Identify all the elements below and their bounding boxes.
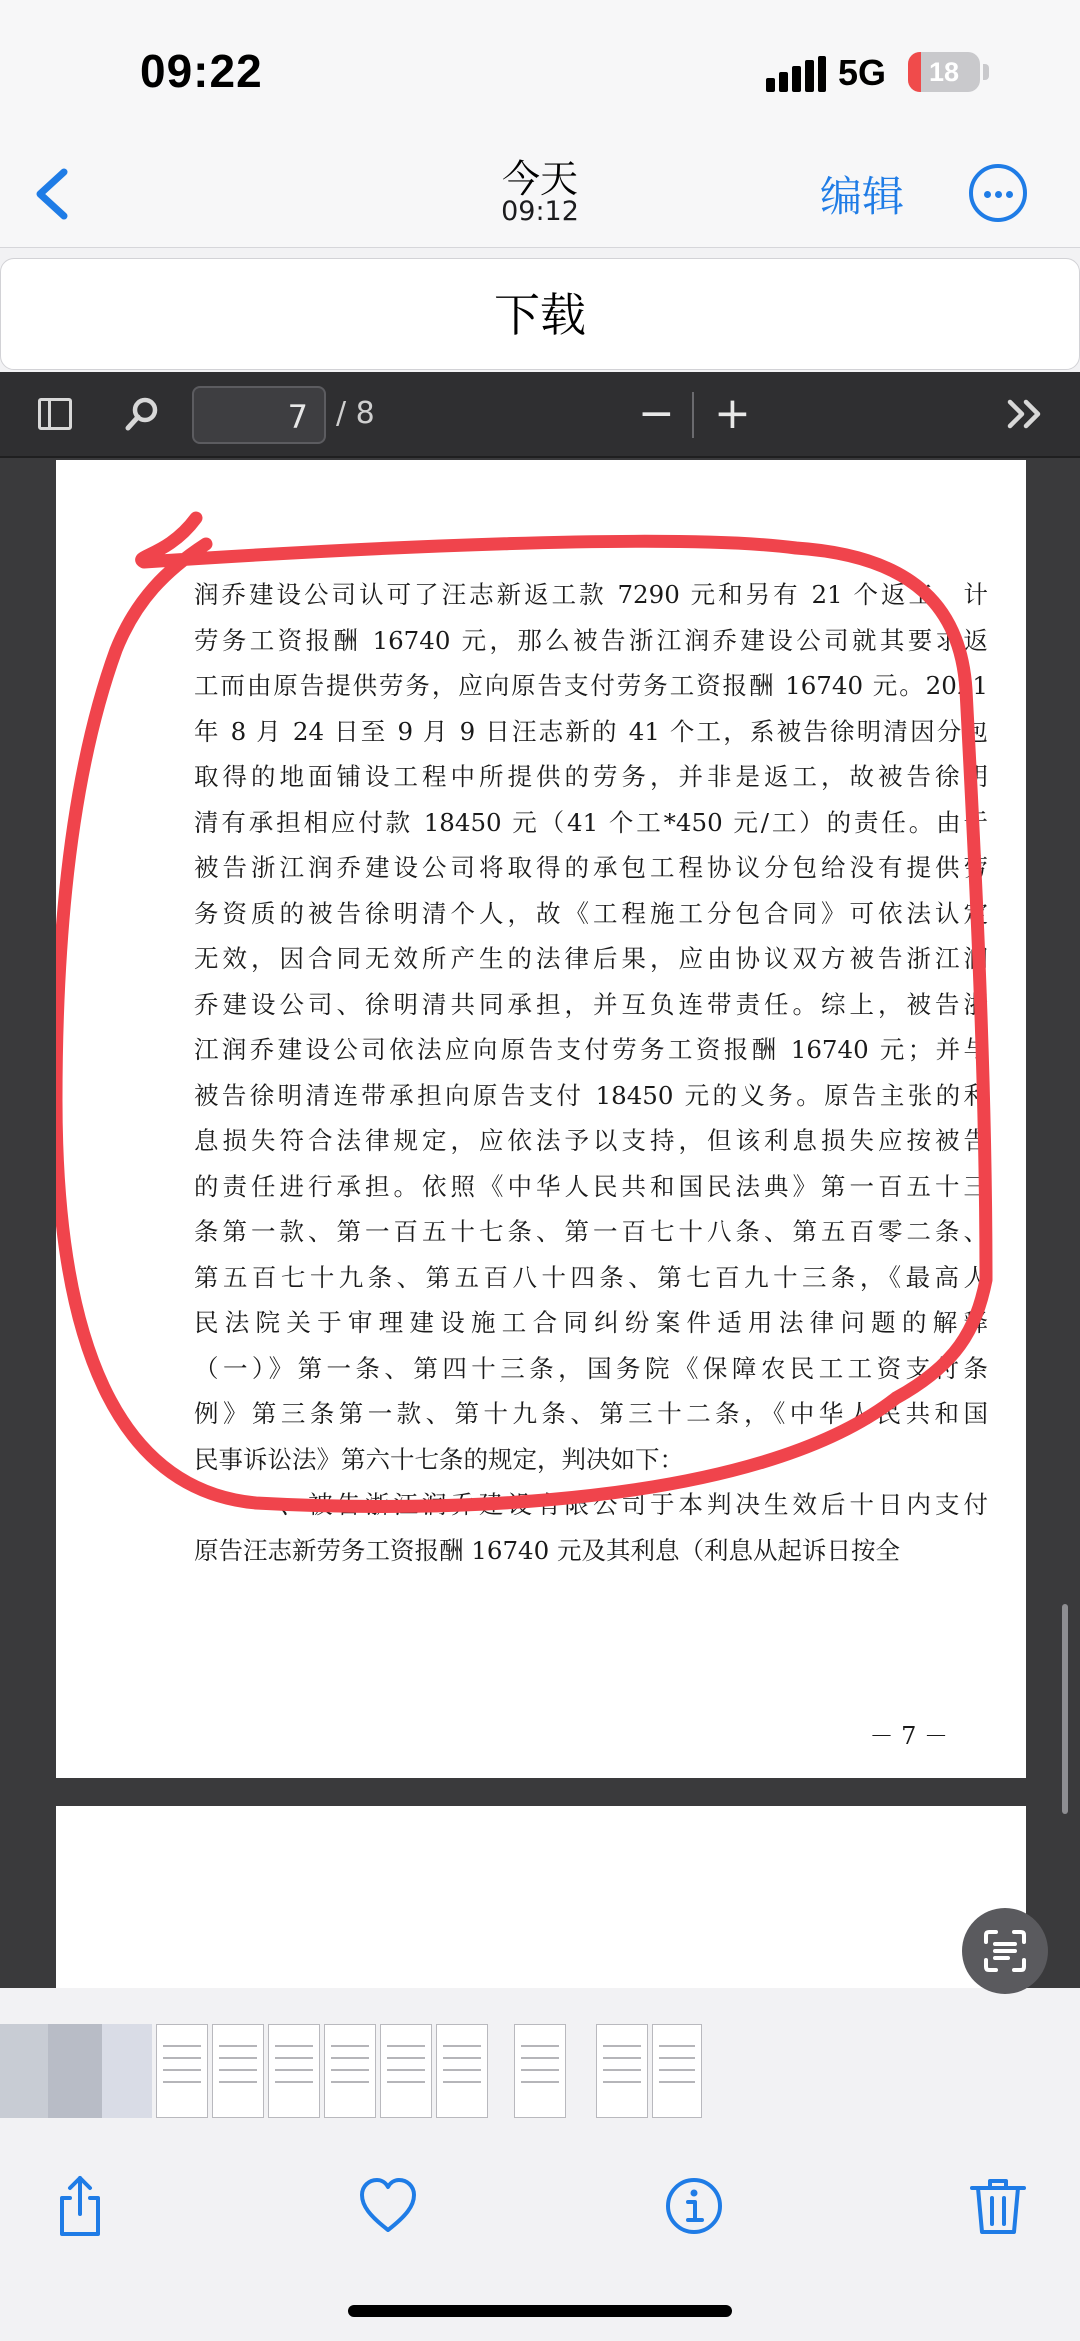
document-line: 的责任进行承担。依照《中华人民共和国民法典》第一百五十三 bbox=[194, 1171, 988, 1201]
document-thumbnail[interactable] bbox=[380, 2024, 432, 2118]
pdf-next-page bbox=[56, 1806, 1026, 1988]
thumbnail-strip[interactable] bbox=[0, 2020, 1080, 2120]
document-line: 民事诉讼法》第六十七条的规定，判决如下： bbox=[194, 1444, 684, 1474]
document-line: 务资质的被告徐明清个人，故《工程施工分包合同》可依法认定 bbox=[194, 898, 988, 928]
document-line: 江润乔建设公司依法应向原告支付劳务工资报酬 16740 元；并与 bbox=[194, 1035, 988, 1064]
live-text-button[interactable] bbox=[962, 1908, 1048, 1994]
info-icon bbox=[662, 2174, 726, 2238]
document-line: 原告汪志新劳务工资报酬 16740 元及其利息（利息从起诉日按全 bbox=[194, 1535, 901, 1565]
status-bar bbox=[0, 0, 1080, 140]
document-thumbnail[interactable] bbox=[156, 2024, 208, 2118]
toolbar-divider bbox=[692, 392, 694, 438]
battery-level: 18 bbox=[928, 57, 960, 87]
double-chevron-right-icon bbox=[1004, 392, 1048, 436]
battery-icon bbox=[908, 52, 980, 92]
photo-thumbnail[interactable] bbox=[48, 2024, 102, 2118]
pdf-toolbar bbox=[0, 372, 1080, 458]
red-markup-annotation bbox=[56, 460, 1026, 1778]
signal-strength-icon bbox=[766, 56, 826, 92]
document-line: 年 8 月 24 日至 9 月 9 日汪志新的 41 个工，系被告徐明清因分包 bbox=[194, 716, 988, 746]
page-number: － 7 － bbox=[869, 1722, 948, 1750]
pdf-viewer bbox=[0, 372, 1080, 1988]
back-button[interactable] bbox=[22, 160, 82, 228]
search-button[interactable] bbox=[122, 394, 162, 434]
document-line: 润乔建设公司认可了汪志新返工款 7290 元和另有 21 个返工，计 bbox=[194, 580, 988, 609]
zoom-in-button[interactable]: + bbox=[714, 388, 751, 439]
nav-title: 今天 bbox=[501, 157, 578, 201]
status-time: 09:22 bbox=[140, 45, 263, 97]
info-button[interactable] bbox=[662, 2174, 726, 2238]
document-thumbnail[interactable] bbox=[596, 2024, 648, 2118]
document-line: 清有承担相应付款 18450 元（41 个工*450 元/工）的责任。由于 bbox=[194, 807, 988, 837]
document-line: 第五百七十九条、第五百八十四条、第七百九十三条，《最高人 bbox=[194, 1262, 988, 1292]
document-line: 民法院关于审理建设施工合同纠纷案件适用法律问题的解释 bbox=[194, 1308, 988, 1337]
more-button[interactable] bbox=[969, 164, 1027, 222]
text-scan-icon bbox=[962, 1908, 1048, 1994]
battery-cap bbox=[983, 64, 989, 80]
document-thumbnail[interactable] bbox=[268, 2024, 320, 2118]
page-total: / 8 bbox=[336, 396, 375, 431]
scrollbar[interactable] bbox=[1062, 1604, 1068, 1814]
document-line: 被告浙江润乔建设公司将取得的承包工程协议分包给没有提供劳 bbox=[194, 853, 988, 882]
sidebar-toggle-icon[interactable] bbox=[38, 398, 72, 430]
document-line: 无效，因合同无效所产生的法律后果，应由协议双方被告浙江润 bbox=[194, 944, 988, 973]
search-icon bbox=[122, 394, 162, 434]
document-line: 乔建设公司、徐明清共同承担，并互负连带责任。综上，被告浙 bbox=[194, 989, 988, 1019]
delete-button[interactable] bbox=[966, 2174, 1030, 2238]
home-indicator bbox=[348, 2305, 732, 2317]
share-icon bbox=[48, 2174, 112, 2238]
document-line: 工而由原告提供劳务，应向原告支付劳务工资报酬 16740 元。2021 bbox=[194, 671, 988, 700]
document-thumbnail[interactable] bbox=[514, 2024, 566, 2118]
chevron-left-icon bbox=[22, 160, 82, 228]
document-line: 取得的地面铺设工程中所提供的劳务，并非是返工，故被告徐明 bbox=[194, 762, 988, 791]
document-line: 被告徐明清连带承担向原告支付 18450 元的义务。原告主张的利 bbox=[194, 1080, 988, 1110]
zoom-out-button[interactable]: − bbox=[638, 388, 675, 439]
nav-bar bbox=[0, 140, 1080, 248]
document-line: （一）》第一条、第四十三条，国务院《保障农民工工资支付条 bbox=[194, 1353, 988, 1383]
document-line: 例》第三条第一款、第十九条、第三十二条，《中华人民共和国 bbox=[194, 1399, 988, 1428]
document-line: 一、被告浙江润乔建设有限公司于本判决生效后十日内支付 bbox=[194, 1490, 988, 1519]
document-line: 息损失符合法律规定，应依法予以支持，但该利息损失应按被告 bbox=[194, 1126, 988, 1155]
photo-thumbnail[interactable] bbox=[102, 2024, 152, 2118]
nav-subtitle: 09:12 bbox=[501, 196, 579, 227]
more-tools-button[interactable] bbox=[1004, 392, 1048, 436]
pdf-page bbox=[56, 460, 1026, 1778]
heart-icon bbox=[356, 2174, 420, 2238]
edit-button[interactable]: 编辑 bbox=[820, 172, 905, 221]
network-type: 5G bbox=[838, 52, 887, 93]
document-line: 条第一款、第一百五十七条、第一百七十八条、第五百零二条、 bbox=[194, 1217, 988, 1246]
document-thumbnail[interactable] bbox=[212, 2024, 264, 2118]
download-button[interactable]: 下载 bbox=[0, 258, 1080, 370]
page-number-input[interactable]: 7 bbox=[192, 386, 326, 444]
document-thumbnail[interactable] bbox=[436, 2024, 488, 2118]
trash-icon bbox=[966, 2174, 1030, 2238]
document-thumbnail[interactable] bbox=[652, 2024, 702, 2118]
document-line: 劳务工资报酬 16740 元，那么被告浙江润乔建设公司就其要求返 bbox=[194, 625, 988, 655]
photo-thumbnail[interactable] bbox=[0, 2024, 48, 2118]
favorite-button[interactable] bbox=[356, 2174, 420, 2238]
share-button[interactable] bbox=[48, 2174, 112, 2238]
document-thumbnail[interactable] bbox=[324, 2024, 376, 2118]
